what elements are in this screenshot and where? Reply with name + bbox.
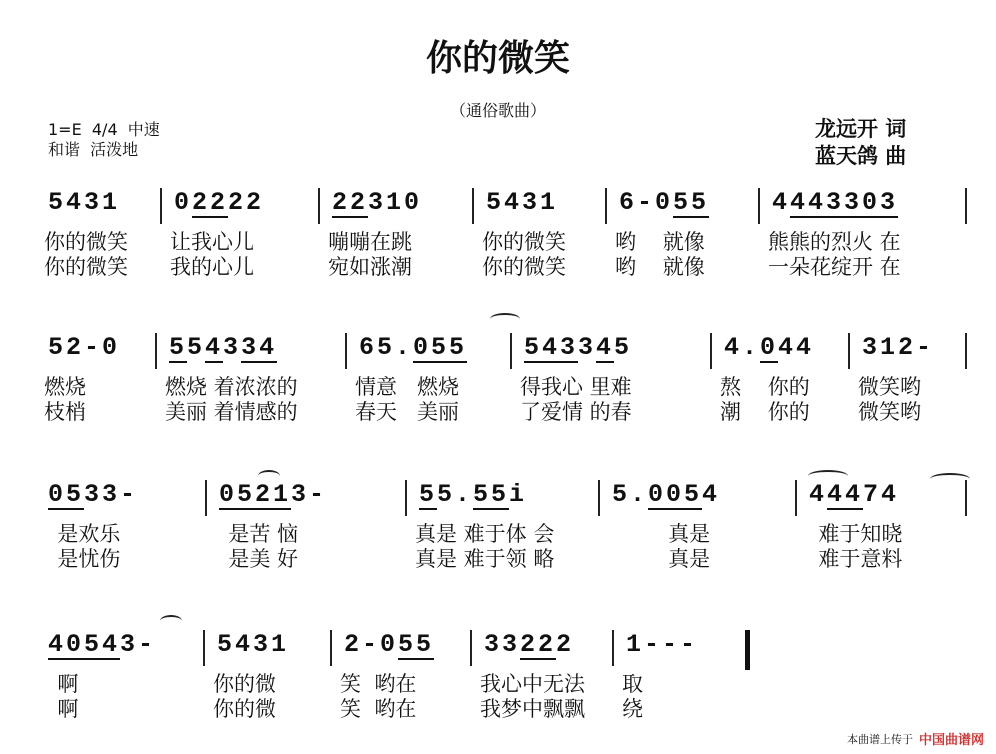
measure xyxy=(344,630,434,670)
note-group: 05 xyxy=(48,480,85,509)
note-group: 05 xyxy=(666,480,703,509)
lyric-line-2: 我的心儿 xyxy=(170,255,254,279)
lyric-line-1: 啊 xyxy=(44,672,79,696)
measure xyxy=(217,630,289,670)
barline xyxy=(203,630,205,666)
note-group: 55 xyxy=(473,480,510,509)
credits xyxy=(815,116,906,170)
note-group: 22 xyxy=(228,188,265,217)
lyric-line-2: 春天 美丽 xyxy=(355,400,460,424)
note-group: 4. xyxy=(724,333,761,362)
measure xyxy=(419,480,527,520)
note-group: 40 xyxy=(48,630,85,659)
lyric-line-1: 难于知晓 xyxy=(805,522,903,546)
measure xyxy=(862,333,934,373)
note-group: 2 xyxy=(556,630,575,659)
barline xyxy=(965,333,967,369)
song-genre: （通俗歌曲） xyxy=(449,101,546,120)
note-group: 543 xyxy=(524,333,579,362)
barline xyxy=(598,480,600,516)
measure xyxy=(174,188,264,228)
lyric-line-1: 哟 就像 xyxy=(615,230,705,254)
barline xyxy=(848,333,850,369)
note-group: 1--- xyxy=(626,630,699,659)
note-group: 3- xyxy=(291,480,328,509)
barline xyxy=(758,188,760,224)
measure xyxy=(619,188,709,228)
lyric-line-2: 难于意料 xyxy=(805,547,903,571)
note-group: 5. xyxy=(612,480,649,509)
note-group: 3- xyxy=(120,630,157,659)
barline xyxy=(405,480,407,516)
note-group: 65. xyxy=(359,333,414,362)
barline xyxy=(205,480,207,516)
lyric-line-1: 取 xyxy=(622,672,643,696)
measure xyxy=(626,630,698,670)
lyric-line-1: 你的微笑 xyxy=(482,230,566,254)
lyric-line-1: 我心中无法 xyxy=(480,672,585,696)
barline xyxy=(155,333,157,369)
lyric-line-2: 一朵花绽开 在 xyxy=(768,255,901,279)
note-group: 5431 xyxy=(217,630,290,659)
measure xyxy=(169,333,277,373)
note-group: 6-0 xyxy=(619,188,674,217)
lyric-line-2: 哟 就像 xyxy=(615,255,705,279)
note-group: 4 xyxy=(205,333,224,362)
note-group: 44 xyxy=(790,188,827,217)
lyric-line-1: 是欢乐 xyxy=(44,522,121,546)
lyric-line-2: 啊 xyxy=(44,697,79,721)
note-group: 0 xyxy=(760,333,779,362)
lyric-line-1: 你的微笑 xyxy=(44,230,128,254)
slur xyxy=(808,470,848,482)
note-group: 22 xyxy=(520,630,557,659)
note-group: 312- xyxy=(862,333,935,362)
measure xyxy=(219,480,327,520)
measure xyxy=(524,333,632,373)
lyric-line-1: 微笑哟 xyxy=(858,375,921,399)
slur xyxy=(490,313,520,325)
upload-note: 本曲谱上传于 xyxy=(846,732,913,746)
note-group: 055 xyxy=(413,333,468,362)
barline xyxy=(318,188,320,224)
slur xyxy=(160,615,182,627)
note-group: 0 xyxy=(648,480,667,509)
note-group: 44 xyxy=(827,480,864,509)
barline xyxy=(612,630,614,666)
barline xyxy=(965,480,967,516)
lyric-line-2: 美丽 着情感的 xyxy=(165,400,298,424)
lyric-line-2: 微笑哟 xyxy=(858,400,921,424)
lyric-line-2: 我梦中飘飘 xyxy=(480,697,585,721)
note-group: 5. xyxy=(437,480,474,509)
note-group: 55 xyxy=(673,188,710,217)
note-group: 5 xyxy=(169,333,188,362)
note-group: 44 xyxy=(778,333,815,362)
lyric-line-2: 宛如涨潮 xyxy=(328,255,412,279)
note-group: 22 xyxy=(192,188,229,217)
note-group: 5 xyxy=(614,333,633,362)
note-group: 5431 xyxy=(48,188,121,217)
lyric-line-2: 是美 好 xyxy=(215,547,299,571)
note-group: 2-0 xyxy=(344,630,399,659)
tempo-info xyxy=(48,120,160,160)
barline xyxy=(345,333,347,369)
slur xyxy=(930,473,970,485)
lyric-line-2: 笑 哟在 xyxy=(340,697,417,721)
barline xyxy=(472,188,474,224)
lyric-line-2: 你的微 xyxy=(213,697,276,721)
note-group: 33- xyxy=(84,480,139,509)
lyric-line-2: 真是 xyxy=(608,547,711,571)
lyric-line-2: 枝梢 xyxy=(44,400,86,424)
note-group: 52-0 xyxy=(48,333,121,362)
lyricist: 龙远开 词 xyxy=(815,117,907,141)
lyric-line-1: 得我心 里难 xyxy=(520,375,632,399)
lyric-line-2: 是忧伤 xyxy=(44,547,121,571)
measure xyxy=(332,188,422,228)
note-group: 4 xyxy=(772,188,791,217)
note-group: 05 xyxy=(219,480,256,509)
note-group: 33 xyxy=(484,630,521,659)
note-group: 5 xyxy=(187,333,206,362)
note-group: 74 xyxy=(863,480,900,509)
measure xyxy=(359,333,467,373)
lyric-line-1: 燃烧 xyxy=(44,375,86,399)
final-barline xyxy=(745,630,750,670)
barline xyxy=(605,188,607,224)
measure xyxy=(809,480,899,520)
note-group: 54 xyxy=(84,630,121,659)
lyric-line-1: 真是 难于体 会 xyxy=(415,522,555,546)
barline xyxy=(470,630,472,666)
measure xyxy=(486,188,558,228)
barline xyxy=(160,188,162,224)
note-group: 03 xyxy=(862,188,899,217)
note-group: 4 xyxy=(702,480,721,509)
measure xyxy=(724,333,814,373)
lyric-line-1: 是苦 恼 xyxy=(215,522,299,546)
note-group: i xyxy=(509,480,528,509)
barline xyxy=(710,333,712,369)
lyric-line-1: 情意 燃烧 xyxy=(355,375,460,399)
note-group: 22 xyxy=(332,188,369,217)
barline xyxy=(795,480,797,516)
song-title: 你的微笑 xyxy=(425,37,570,79)
lyric-line-2: 了爱情 的春 xyxy=(520,400,632,424)
lyric-line-1: 真是 xyxy=(608,522,711,546)
measure xyxy=(772,188,898,228)
measure xyxy=(48,333,120,373)
expression: 和谐 活泼地 xyxy=(48,140,139,159)
measure xyxy=(612,480,720,520)
lyric-line-1: 让我心儿 xyxy=(170,230,254,254)
lyric-line-1: 燃烧 着浓浓的 xyxy=(165,375,298,399)
composer: 蓝天鸽 曲 xyxy=(815,144,907,168)
slur xyxy=(258,470,280,482)
barline xyxy=(510,333,512,369)
barline xyxy=(330,630,332,666)
note-group: 0 xyxy=(174,188,193,217)
note-group: 3 xyxy=(223,333,242,362)
note-group: 55 xyxy=(398,630,435,659)
lyric-line-1: 熊熊的烈火 在 xyxy=(768,230,901,254)
lyric-line-1: 嘣嘣在跳 xyxy=(328,230,412,254)
note-group: 5431 xyxy=(486,188,559,217)
note-group: 4 xyxy=(596,333,615,362)
barline xyxy=(965,188,967,224)
measure xyxy=(48,188,120,228)
measure xyxy=(484,630,574,670)
note-group: 310 xyxy=(368,188,423,217)
measure xyxy=(48,630,156,670)
lyric-line-2: 真是 难于领 略 xyxy=(415,547,555,571)
lyric-line-1: 你的微 xyxy=(213,672,276,696)
lyric-line-2: 你的微笑 xyxy=(44,255,128,279)
note-group: 21 xyxy=(255,480,292,509)
site-logo: 中国曲谱网 xyxy=(918,733,984,748)
note-group: 4 xyxy=(809,480,828,509)
lyric-line-1: 笑 哟在 xyxy=(340,672,417,696)
key-signature: 1=E 4/4 中速 xyxy=(48,120,160,139)
lyric-line-2: 你的微笑 xyxy=(482,255,566,279)
measure xyxy=(48,480,138,520)
lyric-line-1: 熬 你的 xyxy=(720,375,810,399)
note-group: 33 xyxy=(826,188,863,217)
note-group: 5 xyxy=(419,480,438,509)
footer xyxy=(847,729,984,748)
note-group: 3 xyxy=(578,333,597,362)
lyric-line-2: 绕 xyxy=(622,697,643,721)
note-group: 34 xyxy=(241,333,278,362)
lyric-line-2: 潮 你的 xyxy=(720,400,810,424)
